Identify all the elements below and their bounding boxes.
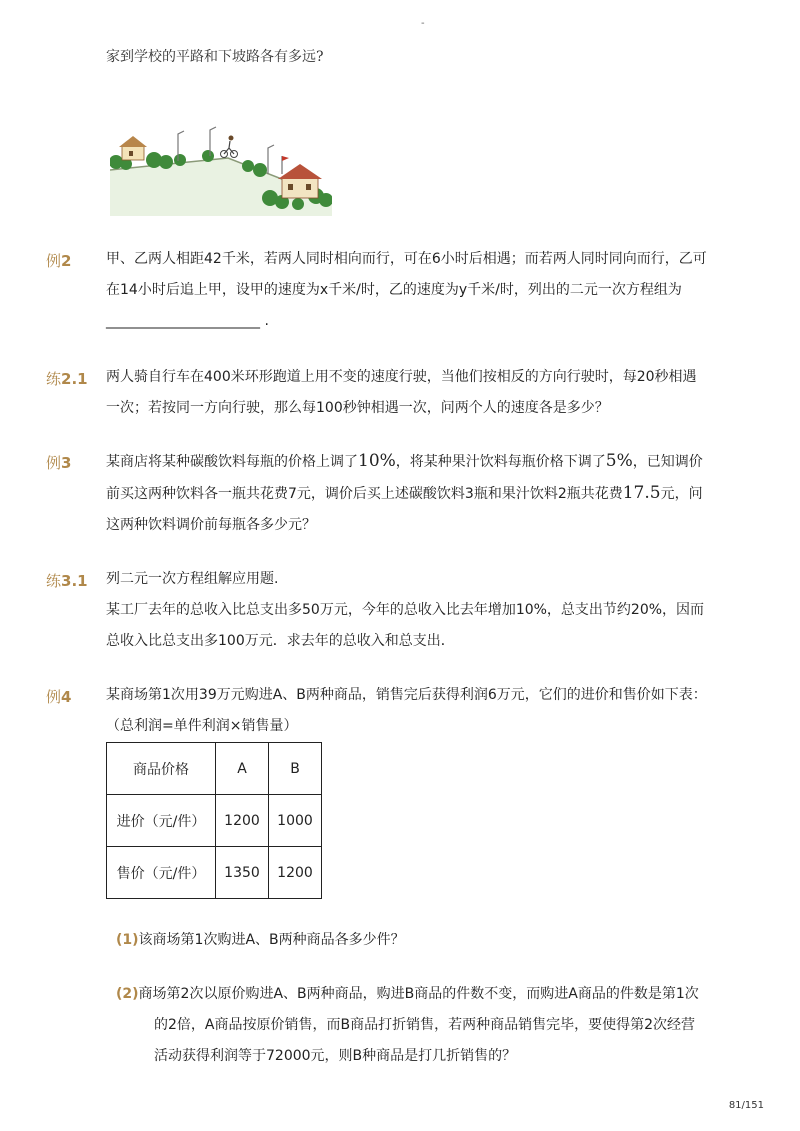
question-1 xyxy=(116,925,716,956)
example-2-label: 例2 xyxy=(46,252,72,270)
table-cell: 1200 xyxy=(269,847,322,899)
table-header-row xyxy=(107,743,322,795)
price-table xyxy=(106,742,322,899)
table-cell: 进价（元/件） xyxy=(107,795,216,847)
page-number: 81/151 xyxy=(728,1100,764,1111)
table-cell: 1200 xyxy=(216,795,269,847)
table-header-cell: B xyxy=(269,743,322,795)
table-row xyxy=(107,847,322,899)
practice-3-1-text: 列二元一次方程组解应用题. 某工厂去年的总收入比总支出多50万元，今年的总收入比去年增加10%，总支出节约20%，因而 总收入比总支出多100万元．求去年的总收入和总支出． xyxy=(106,571,705,649)
table-header-cell: A xyxy=(216,743,269,795)
question-2-line: 商场第2次以原价购进A、B两种商品，购进B商品的件数不变，而购进A商品的件数是第1次 xyxy=(138,986,699,1002)
practice-2-1-text: 两人骑自行车在400米环形跑道上用不变的速度行驶，当他们按相反的方向行驶时，每20秒相遇 一次；若按同一方向行驶，那么每100秒钟相遇一次，问两个人的速度各是多少？ xyxy=(106,369,697,416)
question-2-line: 的2倍，A商品按原价销售，而B商品打折销售，若两种商品销售完毕，要使得第2次经营 xyxy=(154,1017,695,1033)
table-row xyxy=(107,795,322,847)
intro-line: 家到学校的平路和下坡路各有多远? xyxy=(106,49,324,65)
example-3-text: 某商店将某种碳酸饮料每瓶的价格上调了10%，将某种果汁饮料每瓶价格下调了5%，已知调价 前买这两种饮料各一瓶共花费7元，调价后买上述碳酸饮料3瓶和果汁饮料2瓶共花费17.5元，问 这两种饮料调价前每瓶各多少元？ xyxy=(106,451,703,533)
example-4-text: 某商场第1次用39万元购进A、B两种商品，销售完后获得利润6万元，它们的进价和售价如下表： （总利润=单件利润×销售量） xyxy=(106,687,707,734)
practice-3-1-label: 练3.1 xyxy=(46,572,88,590)
question-2-line: 活动获得利润等于72000元，则B种商品是打几折销售的？ xyxy=(154,1048,517,1064)
table-cell: 1350 xyxy=(216,847,269,899)
table-cell: 1000 xyxy=(269,795,322,847)
table-header-cell: 商品价格 xyxy=(107,743,216,795)
question-1-number: (1) xyxy=(116,932,139,948)
header-mark: - xyxy=(421,18,425,29)
question-1-text: 该商场第1次购进A、B两种商品各多少件？ xyxy=(138,932,405,948)
road-illustration xyxy=(110,78,332,216)
example-3-label: 例3 xyxy=(46,454,72,472)
example-4-label: 例4 xyxy=(46,688,72,706)
question-2-number: (2) xyxy=(116,986,139,1002)
table-cell: 售价（元/件） xyxy=(107,847,216,899)
practice-2-1-label: 练2.1 xyxy=(46,370,88,388)
example-2-text: 甲、乙两人相距42千米，若两人同时相向而行，可在6小时后相遇；而若两人同时同向而行，乙可 在14小时后追上甲，设甲的速度为x千米/时，乙的速度为y千米/时，列出的二元一次方程组为 ______________________ . xyxy=(106,251,707,329)
question-2 xyxy=(116,979,716,1072)
